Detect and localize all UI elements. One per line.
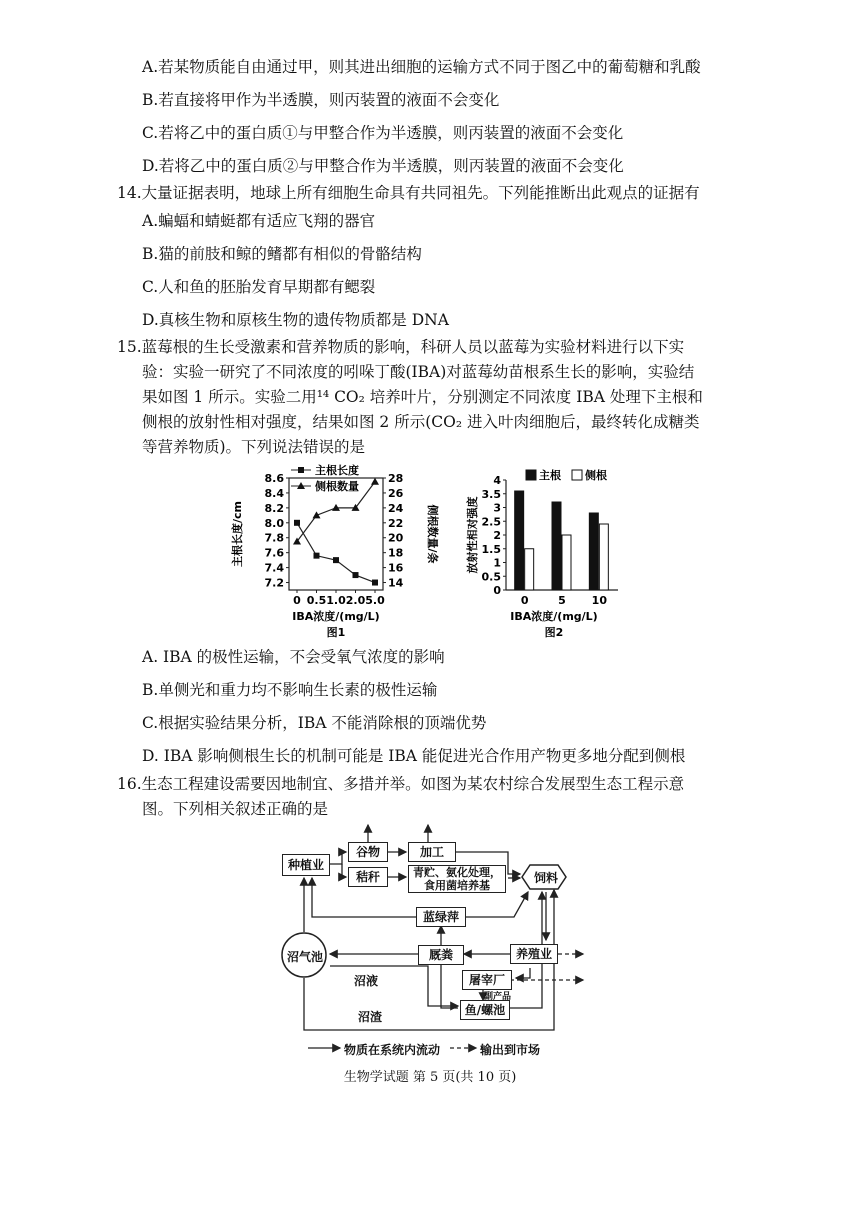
fig1-left-tick-label: 8.6 xyxy=(264,472,284,485)
fig2-y-tick-label: 2.5 xyxy=(481,515,501,529)
node-treatment: 青贮、氨化处理， 食用菌培养基 xyxy=(408,865,506,893)
figure-2-bar-chart xyxy=(462,462,632,642)
label-residue: 沼渣 xyxy=(358,1010,383,1024)
q14-stem: 14.大量证据表明，地球上所有细胞生命具有共同祖先。下列能推断出此观点的证据有 xyxy=(117,184,700,202)
fig1-legend-label: 主根长度 xyxy=(315,464,359,477)
figure-1-line-chart xyxy=(225,462,440,642)
fig2-y-tick-label: 1.5 xyxy=(481,542,501,556)
fig1-left-tick-label: 8.2 xyxy=(264,501,284,515)
fig2-x-axis-label: IBA浓度/(mg/L) xyxy=(510,610,598,623)
fig1-right-tick-label: 24 xyxy=(388,501,404,515)
node-slaughter: 屠宰厂 xyxy=(462,970,512,990)
fig2-y-tick-label: 0 xyxy=(493,584,501,597)
label-byproduct: 副产品 xyxy=(484,992,512,1002)
label-slurry: 沼液 xyxy=(354,974,379,988)
q15-option-b: B.单侧光和重力均不影响生长素的极性运输 xyxy=(142,681,438,699)
fig2-bar-lateral-root xyxy=(599,524,608,590)
node-feed: 饲料 xyxy=(533,871,558,885)
page-footer: 生物学试题 第 5 页(共 10 页) xyxy=(343,1070,517,1085)
fig1-right-tick-label: 28 xyxy=(388,472,404,485)
q15-stem-line5: 等营养物质)。下列说法错误的是 xyxy=(142,438,366,456)
q15-stem-line2: 验：实验一研究了不同浓度的吲哚丁酸(IBA)对蓝莓幼苗根系生长的影响，实验结 xyxy=(142,363,695,381)
fig1-x-tick-label: 0 xyxy=(293,594,301,607)
fig1-point-main-root xyxy=(353,572,359,578)
fig1-left-tick-label: 8.4 xyxy=(264,486,284,500)
fig1-x-tick-label: 5.0 xyxy=(365,594,385,607)
node-breeding: 养殖业 xyxy=(510,944,558,964)
q13-option-b: B.若直接将甲作为半透膜，则丙装置的液面不会变化 xyxy=(142,91,500,109)
node-grain: 谷物 xyxy=(348,842,388,862)
node-azolla: 蓝绿萍 xyxy=(416,907,466,927)
q13-option-a: A.若某物质能自由通过甲，则其进出细胞的运输方式不同于图乙中的葡萄糖和乳酸 xyxy=(142,58,701,76)
node-planting: 种植业 xyxy=(282,854,330,876)
fig2-y-tick-label: 3.5 xyxy=(481,487,501,501)
fig2-legend-label: 主根 xyxy=(539,469,561,482)
fig1-right-tick-label: 14 xyxy=(388,576,404,590)
fig1-left-tick-label: 7.8 xyxy=(264,531,284,545)
fig2-bar-lateral-root xyxy=(562,535,571,590)
fig2-y-tick-label: 3 xyxy=(493,501,501,515)
legend-dashed-label: 输出到市场 xyxy=(480,1043,541,1057)
fig1-right-tick-label: 16 xyxy=(388,561,404,575)
q15-option-a: A. IBA 的极性运输，不会受氧气浓度的影响 xyxy=(142,648,445,666)
fig2-legend-swatch xyxy=(526,470,536,480)
fig2-bar-main-root xyxy=(552,502,561,590)
fig1-right-axis-label: 侧根数量/条 xyxy=(426,504,439,564)
fig1-x-tick-label: 0.5 xyxy=(306,594,327,607)
fig1-legend-label: 侧根数量 xyxy=(315,480,359,493)
q16-stem-line2: 图。下列相关叙述正确的是 xyxy=(142,800,329,818)
fig1-right-tick-label: 20 xyxy=(388,531,404,545)
fig2-x-tick-label: 5 xyxy=(558,594,566,607)
fig2-caption: 图2 xyxy=(544,626,564,639)
fig1-point-lateral-root xyxy=(371,478,379,485)
fig1-right-tick-label: 22 xyxy=(388,516,404,530)
fig1-left-tick-label: 7.2 xyxy=(264,576,284,590)
node-fishpond: 鱼/螺池 xyxy=(460,1000,510,1020)
q13-option-d: D.若将乙中的蛋白质②与甲整合作为半透膜，则丙装置的液面不会变化 xyxy=(142,157,624,175)
fig1-x-axis-label: IBA浓度/(mg/L) xyxy=(292,610,380,623)
q15-option-d: D. IBA 影响侧根生长的机制可能是 IBA 能促进光合作用产物更多地分配到侧根 xyxy=(142,747,686,765)
node-biogas: 沼气池 xyxy=(286,950,323,964)
q14-option-a: A.蝙蝠和蜻蜓都有适应飞翔的器官 xyxy=(142,212,376,230)
fig1-right-tick-label: 26 xyxy=(388,486,404,500)
fig1-point-main-root xyxy=(333,557,339,563)
q15-stem-line1: 15.蓝莓根的生长受激素和营养物质的影响，科研人员以蓝莓为实验材料进行以下实 xyxy=(117,338,685,356)
fig2-y-tick-label: 4 xyxy=(493,474,501,487)
fig2-y-tick-label: 2 xyxy=(493,529,501,542)
fig1-left-tick-label: 8.0 xyxy=(264,516,284,530)
fig1-x-tick-label: 2.0 xyxy=(345,594,366,607)
q13-option-c: C.若将乙中的蛋白质①与甲整合作为半透膜，则丙装置的液面不会变化 xyxy=(142,124,624,142)
fig2-bar-lateral-root xyxy=(525,549,534,590)
q16-stem-line1: 16.生态工程建设需要因地制宜、多措并举。如图为某农村综合发展型生态工程示意 xyxy=(117,775,685,793)
fig1-caption: 图1 xyxy=(326,626,346,639)
eco-engineering-diagram xyxy=(278,820,588,1060)
q14-option-b: B.猫的前肢和鲸的鳍都有相似的骨骼结构 xyxy=(142,245,422,263)
fig1-left-tick-label: 7.4 xyxy=(264,561,284,575)
fig2-y-tick-label: 1 xyxy=(493,556,501,570)
fig1-x-tick-label: 1.0 xyxy=(326,594,346,607)
fig1-point-main-root xyxy=(294,520,300,526)
fig1-left-tick-label: 7.6 xyxy=(264,546,284,560)
fig2-legend-label: 侧根 xyxy=(585,469,607,482)
legend-solid-label: 物质在系统内流动 xyxy=(344,1043,441,1057)
fig1-point-main-root xyxy=(372,580,378,586)
fig1-legend-marker xyxy=(298,467,304,473)
q15-option-c: C.根据实验结果分析，IBA 不能消除根的顶端优势 xyxy=(142,714,487,732)
fig1-series-line-0 xyxy=(297,523,375,583)
fig2-x-tick-label: 10 xyxy=(591,594,607,607)
node-process: 加工 xyxy=(408,842,456,862)
q15-stem-line4: 侧根的放射性相对强度，结果如图 2 所示(CO₂ 进入叶肉细胞后，最终转化成糖类 xyxy=(142,413,700,431)
fig2-y-axis-label: 放射性相对强度 xyxy=(466,496,479,574)
fig2-bar-main-root xyxy=(515,491,524,590)
fig2-x-tick-label: 0 xyxy=(520,594,529,607)
q14-option-d: D.真核生物和原核生物的遗传物质都是 DNA xyxy=(142,311,449,329)
fig1-point-main-root xyxy=(314,553,320,559)
fig2-legend-swatch xyxy=(572,470,582,480)
fig2-bar-main-root xyxy=(589,513,598,590)
q15-stem-line3: 果如图 1 所示。实验二用¹⁴ CO₂ 培养叶片，分别测定不同浓度 IBA 处理下主根和 xyxy=(142,388,703,406)
fig1-right-tick-label: 18 xyxy=(388,546,404,560)
node-manure: 厩粪 xyxy=(418,945,464,965)
fig1-left-axis-label: 主根长度/cm xyxy=(231,501,244,567)
fig2-y-tick-label: 0.5 xyxy=(481,570,501,584)
node-straw: 秸秆 xyxy=(348,867,388,887)
q14-option-c: C.人和鱼的胚胎发育早期都有鳃裂 xyxy=(142,278,376,296)
